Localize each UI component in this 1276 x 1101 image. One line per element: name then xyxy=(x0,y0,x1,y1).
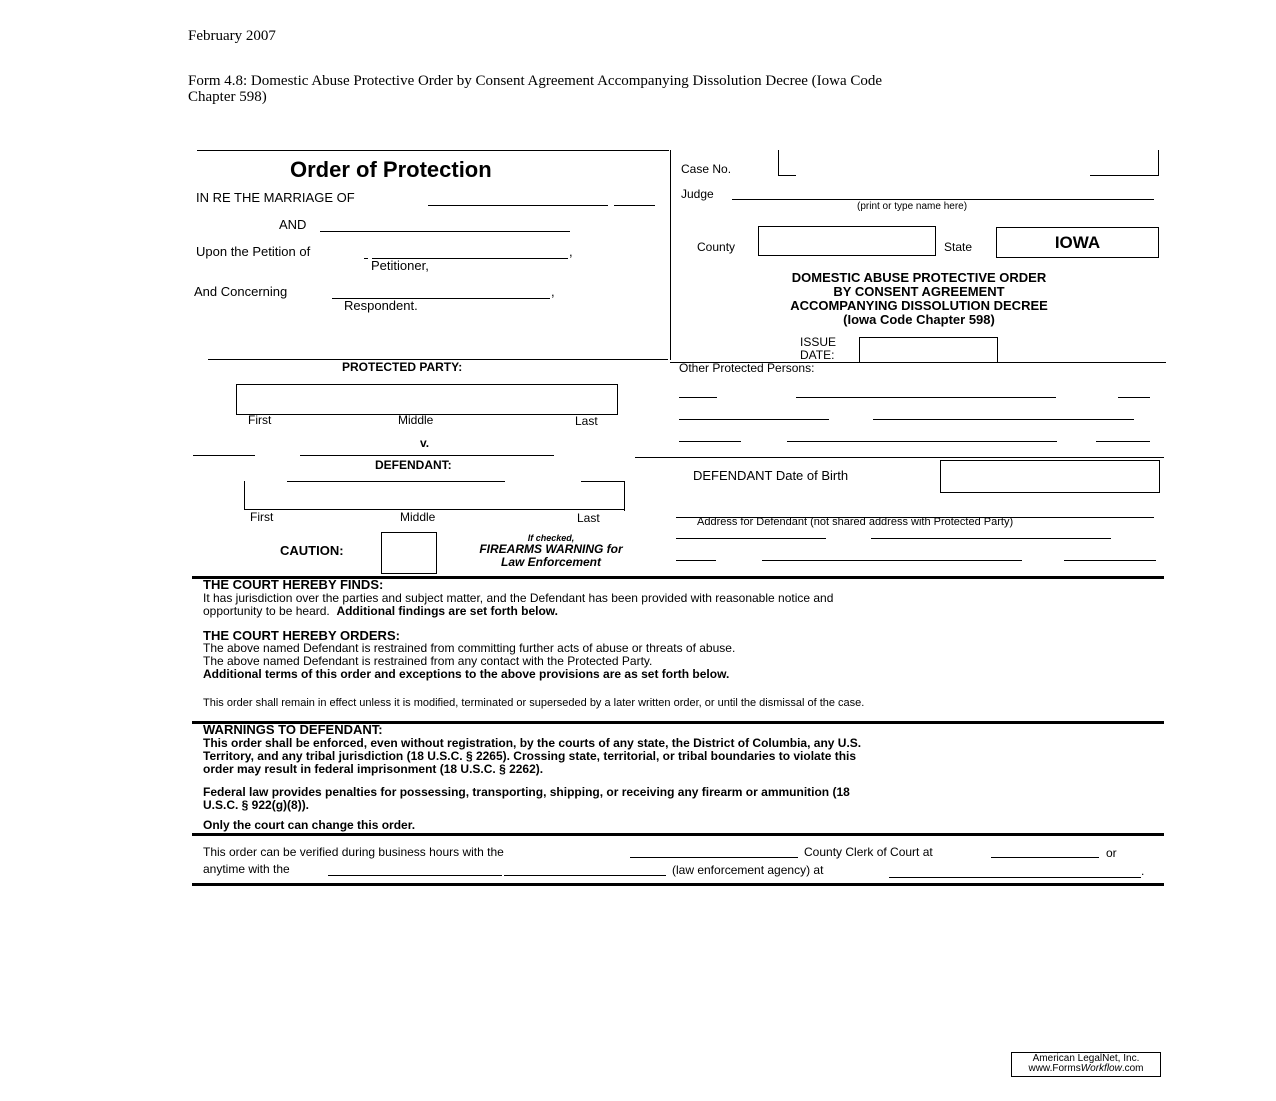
petition-label: Upon the Petition of xyxy=(196,244,311,259)
law-enforcement-line-1[interactable] xyxy=(328,875,502,876)
findings-text: It has jurisdiction over the parties and subject matter, and the Defendant has been provided with reasonable notice and opportunity to be heard. Additional findings are set forth below. xyxy=(203,591,834,618)
petitioner-label: Petitioner, xyxy=(371,258,429,273)
defendant-section-rule xyxy=(300,455,554,456)
verify-part-2: County Clerk of Court at xyxy=(804,845,933,859)
defendant-first-label: First xyxy=(250,510,274,524)
defendant-address-line-2[interactable] xyxy=(762,560,1022,561)
publisher-url: www.FormsWorkflow.com xyxy=(1028,1063,1144,1074)
versus-label: v. xyxy=(420,436,430,450)
verify-part-5: (law enforcement agency) at xyxy=(672,863,824,877)
respondent-label: Respondent. xyxy=(344,298,418,313)
defendant-last-label: Last xyxy=(577,511,600,525)
verify-part-4: anytime with the xyxy=(203,862,290,876)
column-divider xyxy=(670,150,671,360)
protected-first-label: First xyxy=(248,413,272,427)
order-type-line-2: BY CONSENT AGREEMENT xyxy=(833,284,1005,299)
firearms-warning-line-1: FIREARMS WARNING for xyxy=(479,542,623,556)
other-protected-line-2[interactable] xyxy=(679,419,829,420)
petition-dash xyxy=(364,258,368,259)
and-label: AND xyxy=(279,217,307,232)
case-no-field-corner-right xyxy=(1090,175,1158,176)
order-title: Order of Protection xyxy=(290,157,492,182)
order-type-line-1: DOMESTIC ABUSE PROTECTIVE ORDER xyxy=(791,270,1047,285)
order-type-heading xyxy=(700,271,1138,327)
firearms-warning-line-2: Law Enforcement xyxy=(500,555,602,569)
verify-part-6: . xyxy=(1141,864,1145,878)
firearms-warning-checkbox[interactable] xyxy=(381,532,437,574)
county-label: County xyxy=(697,240,736,254)
form-title-line-2: Chapter 598) xyxy=(188,89,267,105)
defendant-address-line-1[interactable] xyxy=(676,538,826,539)
publisher-stamp xyxy=(1011,1052,1161,1077)
issue-date-label: ISSUE DATE: xyxy=(800,335,837,362)
order-type-line-3: ACCOMPANYING DISSOLUTION DECREE xyxy=(790,298,1048,313)
marriage-label: IN RE THE MARRIAGE OF xyxy=(196,190,355,205)
findings-heading: THE COURT HEREBY FINDS: xyxy=(203,577,384,592)
case-no-field-left xyxy=(778,150,779,176)
publisher-name: American LegalNet, Inc. xyxy=(1032,1053,1140,1064)
protected-middle-label: Middle xyxy=(398,413,434,427)
protected-party-label: PROTECTED PARTY: xyxy=(342,360,463,374)
verify-part-3: or xyxy=(1106,846,1117,860)
verify-rule xyxy=(192,833,1164,836)
defendant-label: DEFENDANT: xyxy=(375,458,452,472)
caution-label: CAUTION: xyxy=(280,543,344,558)
dob-field[interactable] xyxy=(940,460,1160,493)
marriage-name-line-1[interactable] xyxy=(428,205,608,206)
protected-party-name-field[interactable] xyxy=(236,384,618,415)
state-field[interactable]: IOWA xyxy=(996,227,1159,258)
clerk-phone-line[interactable] xyxy=(991,857,1099,858)
judge-print-hint: (print or type name here) xyxy=(857,201,968,212)
concerning-label: And Concerning xyxy=(194,284,288,299)
other-protected-line-1[interactable] xyxy=(796,397,1056,398)
top-left-rule xyxy=(197,150,669,151)
county-field[interactable] xyxy=(758,226,936,256)
issue-date-field[interactable] xyxy=(859,337,998,363)
bottom-rule xyxy=(192,883,1164,886)
protected-last-label: Last xyxy=(575,414,598,428)
only-court-text: Only the court can change this order. xyxy=(203,818,416,832)
firearms-warning-text xyxy=(442,533,660,569)
case-no-field-corner-left xyxy=(778,175,796,176)
if-checked-label: If checked, xyxy=(527,533,575,543)
form-title xyxy=(188,73,882,105)
order-type-line-4: (Iowa Code Chapter 598) xyxy=(843,312,995,327)
law-enforcement-line-2[interactable] xyxy=(504,875,666,876)
orders-heading: THE COURT HEREBY ORDERS: xyxy=(203,628,400,643)
agency-phone-line[interactable] xyxy=(889,877,1141,878)
verify-part-1: This order can be verified during business hours with the xyxy=(203,845,504,859)
form-title-line-1: Form 4.8: Domestic Abuse Protective Order by Consent Agreement Accompanying Dissolution Decree (Iowa Code xyxy=(188,73,883,89)
federal-law-text: Federal law provides penalties for possessing, transporting, shipping, or receiving any firearm or ammunition (18 U.S.C. § 922(g)(8)). xyxy=(203,785,850,812)
county-clerk-line[interactable] xyxy=(630,857,798,858)
order-effect-text: This order shall remain in effect unless it is modified, terminated or superseded by a later written order, or until the dismissal of the case. xyxy=(203,697,865,709)
case-no-field-right[interactable] xyxy=(1158,150,1159,176)
warnings-heading: WARNINGS TO DEFENDANT: xyxy=(203,722,383,737)
other-protected-label: Other Protected Persons: xyxy=(679,361,815,375)
marriage-name-line-2[interactable] xyxy=(614,205,655,206)
warnings-text: This order shall be enforced, even without registration, by the courts of any state, the District of Columbia, any U.S. Territory, and any tribal jurisdiction (18 U.S.C. § 2265). Crossing state, territorial, or tribal boundaries to violate this order may result in federal imprisonment (18 U.S.C. § 2262). xyxy=(203,736,862,776)
judge-name-line[interactable] xyxy=(732,199,1154,200)
judge-label: Judge xyxy=(681,187,714,201)
dob-label: DEFENDANT Date of Birth xyxy=(693,468,849,483)
orders-text: The above named Defendant is restrained from committing further acts of abuse or threats of abuse. The above named Defendant is restrained from any contact with the Protected Party. Additional terms of this order and exceptions to the above provisions are as set forth below. xyxy=(203,641,736,681)
defendant-address-label: Address for Defendant (not shared address with Protected Party) xyxy=(697,516,1014,528)
state-label: State xyxy=(944,240,973,254)
and-name-line[interactable] xyxy=(320,231,570,232)
case-no-label: Case No. xyxy=(681,162,732,176)
other-protected-line-3[interactable] xyxy=(787,441,1057,442)
document-date: February 2007 xyxy=(188,28,276,44)
defendant-middle-label: Middle xyxy=(400,510,436,524)
